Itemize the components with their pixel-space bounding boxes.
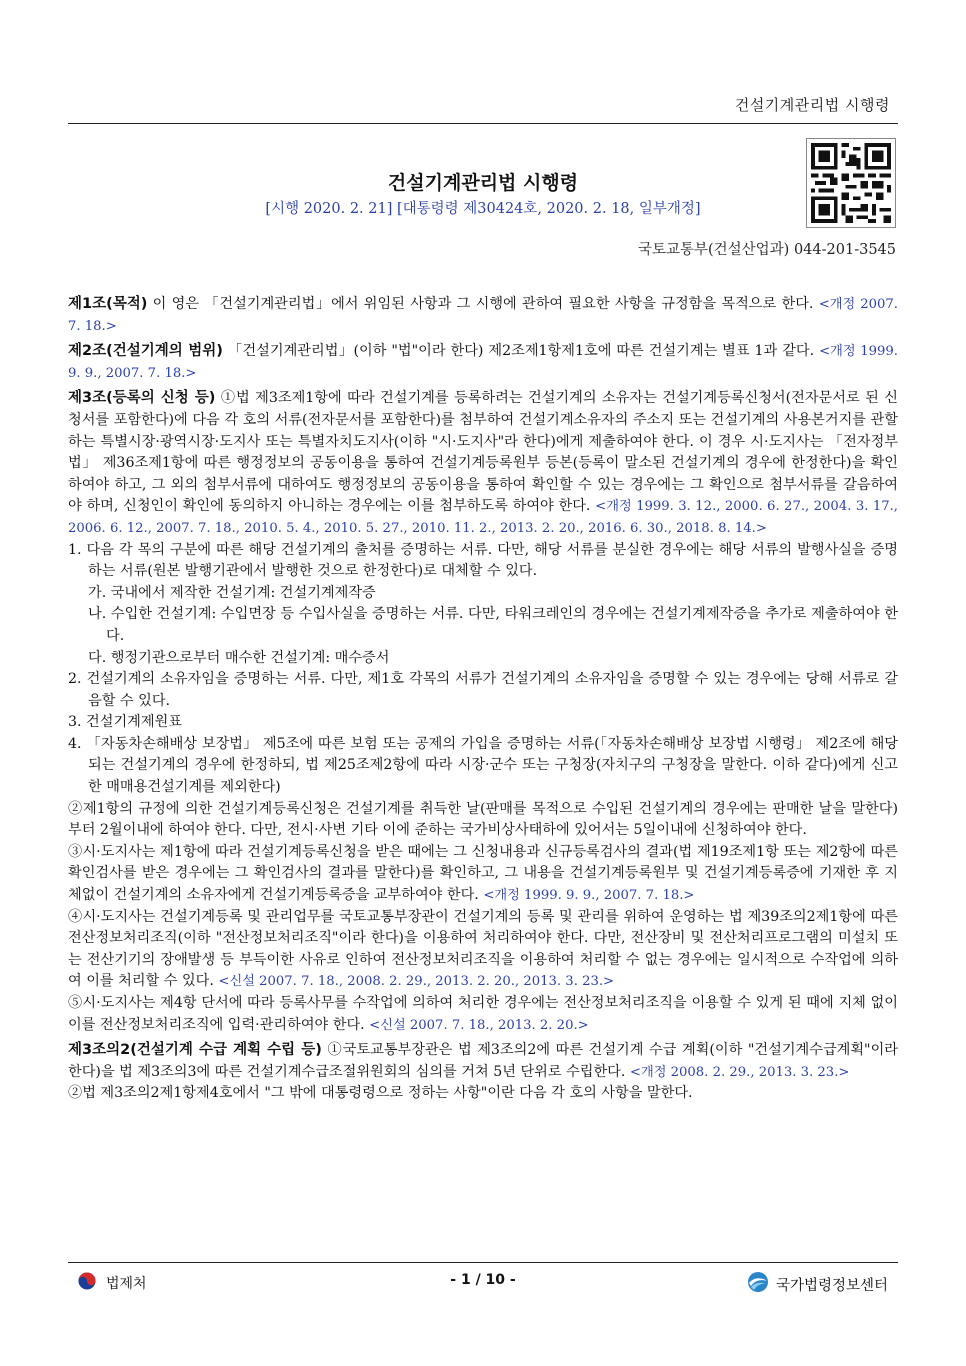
- running-header: 건설기계관리법 시행령: [734, 96, 890, 114]
- article-text: 「건설기계관리법」(이하 "법"이라 한다) 제2조제1항제1호에 따른 건설기계는 별표 1과 같다.: [222, 343, 820, 360]
- list-subitem: 가. 국내에서 제작한 건설기계: 건설기계제작증: [88, 584, 376, 601]
- amendment-note: <개정 1999. 3. 12., 2000. 6. 27., 2004. 3. 17., 2006. 6. 12., 2007. 7. 18., 2010. 5. 4., 2010. 5. 27., 2010. 11. 2., 2013. 2. 20., 2016. 6. 30., 2018. 8. 14.>: [68, 499, 898, 536]
- document-body: [68, 294, 898, 1109]
- amendment-note: <신설 2007. 7. 18., 2013. 2. 20.>: [369, 1017, 589, 1033]
- list-subitem: 나. 수입한 건설기계: 수입면장 등 수입사실을 증명하는 서류. 다만, 타워크레인의 경우에는 건설기계제작증을 추가로 제출하여야 한다.: [88, 606, 898, 644]
- enforcement-info: [시행 2020. 2. 21] [대통령령 제30424호, 2020. 2. 18, 일부개정]: [265, 201, 701, 217]
- article-2: [68, 341, 898, 384]
- article-heading: 제3조(등록의 신청 등): [68, 390, 216, 407]
- paragraph: ②제1항의 규정에 의한 건설기계등록신청은 건설기계를 취득한 날(판매를 목적으로 수입된 건설기계의 경우에는 판매한 날을 말한다)부터 2월이내에 하여야 한다. 다만, 전시·사변 기타 이에 준하는 국가비상사태하에 있어서는 5일이내에 신청하여야 한다.: [68, 800, 898, 839]
- page-number: - 1 / 10 -: [450, 1272, 516, 1288]
- page-footer: [68, 1272, 898, 1294]
- amendment-note: <개정 1999. 9. 9., 2007. 7. 18.>: [68, 344, 898, 381]
- national-law-center-logo-icon: [746, 1270, 770, 1298]
- document-title: 건설기계관리법 시행령: [387, 172, 579, 194]
- article-text: ①국토교통부장관은 법 제3조의2에 따른 건설기계 수급 계획(이하 "건설기계수급계획"이라 한다)을 법 제3조의3에 따른 건설기계수급조절위원회의 심의를 거쳐 5년 단위로 수립한다.: [68, 1042, 898, 1080]
- footer-divider: [68, 1262, 898, 1263]
- amendment-note: <신설 2007. 7. 18., 2008. 2. 29., 2013. 2. 20., 2013. 3. 23.>: [218, 974, 615, 990]
- amendment-note: <개정 1999. 9. 9., 2007. 7. 18.>: [483, 888, 695, 904]
- list-item: 4. 「자동차손해배상 보장법」 제5조에 따른 보험 또는 공제의 가입을 증명하는 서류(「자동차손해배상 보장법 시행령」 제2조에 해당되는 건설기계의 경우에 한정하되, 법 제25조제2항에 따라 시장·군수 또는 구청장(자치구의 구청장을 말한다. 이하 같다)에게 신고한 매매용건설기계를 제외한다): [68, 735, 898, 796]
- amendment-note: <개정 2007. 7. 18.>: [68, 297, 898, 334]
- header-divider: [68, 123, 898, 124]
- law-center-link[interactable]: [746, 1270, 888, 1298]
- article-3-2: [68, 1040, 898, 1105]
- list-item: 3. 건설기계제원표: [68, 714, 182, 731]
- article-heading: 제3조의2(건설기계 수급 계획 수립 등): [68, 1042, 322, 1059]
- footer-right-label: 국가법령정보센터: [775, 1277, 888, 1294]
- article-heading: 제2조(건설기계의 범위): [68, 343, 223, 360]
- paragraph: ②법 제3조의2제1항제4호에서 "그 밖에 대통령령으로 정하는 사항"이란 다음 각 호의 사항을 말한다.: [68, 1085, 693, 1102]
- list-item: 2. 건설기계의 소유자임을 증명하는 서류. 다만, 제1호 각목의 서류가 건설기계의 소유자임을 증명할 수 있는 경우에는 당해 서류로 갈음할 수 있다.: [68, 671, 898, 709]
- article-text: ①법 제3조제1항에 따라 건설기계를 등록하려는 건설기계의 소유자는 건설기계등록신청서(전자문서로 된 신청서를 포함한다)에 다음 각 호의 서류(전자문서를 포함한다)를 첨부하여 건설기계소유자의 주소지 또는 건설기계의 사용본거지를 관할하는 특별시장·광역시장·도지사 또는 특별자치도지사(이하 "시·도지사"라 한다)에게 제출하여야 한다. 이 경우 시·도지사는 「전자정부법」 제36조제1항에 따른 행정정보의 공동이용을 통하여 건설기계등록원부 등본(등록이 말소된 건설기계의 경우에 한정한다)을 확인하여야 하고, 그 외의 첨부서류에 대하여도 행정정보의 공동이용을 통하여 확인할 수 있는 경우에는 그 확인으로 첨부서류를 갈음하여야 하며, 신청인이 확인에 동의하지 아니하는 경우에는 이를 첨부하도록 하여야 한다.: [68, 390, 898, 515]
- department-contact: 국토교통부(건설산업과) 044-201-3545: [637, 242, 896, 258]
- paragraph: ⑤시·도지사는 제4항 단서에 따라 등록사무를 수작업에 의하여 처리한 경우에는 전산정보처리조직을 이용할 수 있게 된 때에 지체 없이 이를 전산정보처리조직에 입력·관리하여야 한다. <신설 2007. 7. 18., 2013. 2. 20.>: [68, 995, 898, 1033]
- footer-left-label: 법제처: [106, 1276, 147, 1292]
- paragraph: ④시·도지사는 건설기계등록 및 관리업무를 국토교통부장관이 건설기계의 등록 및 관리를 위하여 운영하는 법 제39조의2제1항에 따른 전산정보처리조직(이하 "전산정보처리조직"이라 한다)을 이용하여 처리하여야 한다. 다만, 전산장비 및 전산처리프로그램의 미설치 또는 전산기기의 장애발생 등 부득이한 사유로 인하여 전산정보처리조직을 이용하여 처리할 수 없는 경우에는 일시적으로 수작업에 의하여 이를 처리할 수 있다. <신설 2007. 7. 18., 2008. 2. 29., 2013. 2. 20., 2013. 3. 23.>: [68, 908, 898, 990]
- amendment-note: <개정 2008. 2. 29., 2013. 3. 23.>: [629, 1064, 850, 1080]
- paragraph: ③시·도지사는 제1항에 따라 건설기계등록신청을 받은 때에는 그 신청내용과 신규등록검사의 결과(법 제19조제1항 또는 제2항에 따른 확인검사를 받은 경우에는 그 확인검사의 결과를 말한다)를 확인하고, 그 내용을 건설기계등록원부 및 건설기계등록증에 기재한 후 지체없이 건설기계의 소유자에게 건설기계등록증을 교부하여야 한다. <개정 1999. 9. 9., 2007. 7. 18.>: [68, 843, 898, 904]
- qr-code-icon[interactable]: [806, 138, 896, 228]
- article-1: [68, 294, 898, 337]
- article-text: 이 영은 「건설기계관리법」에서 위임된 사항과 그 시행에 관하여 필요한 사항을 규정함을 목적으로 한다.: [147, 296, 819, 312]
- article-3: [68, 388, 898, 1036]
- list-subitem: 다. 행정기관으로부터 매수한 건설기계: 매수증서: [88, 649, 390, 666]
- article-heading: 제1조(목적): [68, 296, 148, 312]
- list-item: 1. 다음 각 목의 구분에 따른 해당 건설기계의 출처를 증명하는 서류. 다만, 해당 서류를 분실한 경우에는 해당 서류의 발행사실을 증명하는 서류(원본 발행기관에서 발행한 것으로 한정한다)로 대체할 수 있다.: [68, 541, 898, 580]
